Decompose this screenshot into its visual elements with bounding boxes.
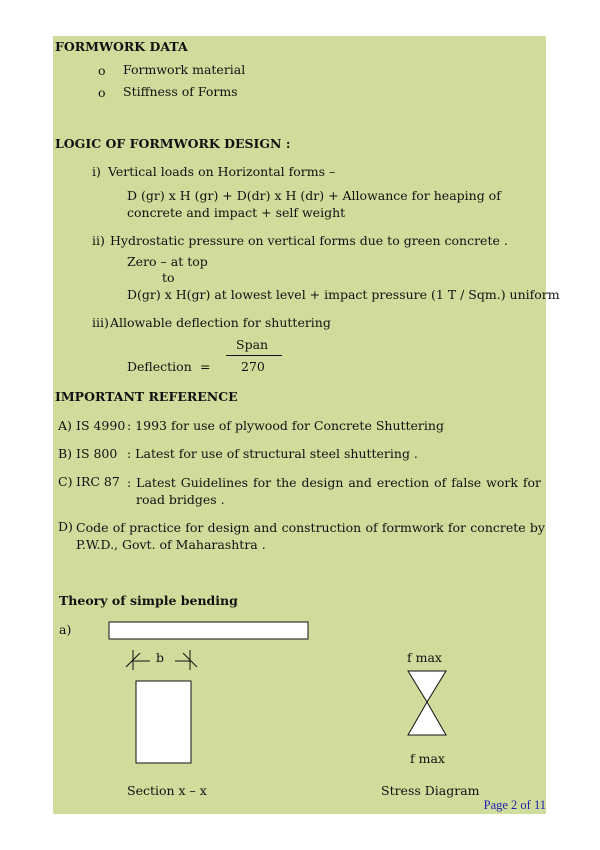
reference-code: IRC 87 [76, 474, 120, 489]
formwork-item: Stiffness of Forms [123, 84, 238, 99]
logic-item-label: i) [92, 164, 101, 179]
reference-text: Code of practice for design and construction of formwork for concrete by P.W.D., Govt. of Maharashtra . [76, 520, 545, 552]
pressure-line: D(gr) x H(gr) at lowest level + impact pressure (1 T / Sqm.) uniform [127, 287, 560, 302]
page-number: Page 2 of 11 [483, 798, 546, 812]
logic-item-label: iii) [92, 315, 109, 330]
reference-letter: D) [58, 519, 73, 534]
reference-letter: C) [58, 474, 73, 489]
logic-item-text: Vertical loads on Horizontal forms – [108, 164, 336, 179]
deflection-label: Deflection [127, 359, 192, 374]
equals-sign: = [200, 359, 211, 374]
fraction-numerator: Span [236, 337, 269, 352]
fmax-bottom-label: f max [410, 751, 445, 766]
reference-text-body: : Latest Guidelines for the design and erection of false work for road bridges . [127, 475, 541, 507]
reference-text: : Latest for use of structural steel shuttering . [127, 446, 418, 461]
bullet-icon: o [98, 85, 106, 100]
logic-heading: LOGIC OF FORMWORK DESIGN : [55, 136, 291, 151]
reference-text: : 1993 for use of plywood for Concrete Shuttering [127, 418, 444, 433]
reference-code: IS 800 [76, 446, 118, 461]
reference-code: IS 4990 [76, 418, 126, 433]
reference-letter: A) [58, 418, 72, 433]
stress-caption: Stress Diagram [381, 783, 480, 798]
section-rect [136, 681, 191, 763]
formwork-item: Formwork material [123, 62, 246, 77]
reference-letter: B) [58, 446, 73, 461]
vertical-load-formula: D (gr) x H (gr) + D(dr) x H (dr) + Allowance for heaping of concrete and impact + self weight [127, 188, 501, 220]
logic-item-text: Allowable deflection for shuttering [110, 315, 331, 330]
bullet-icon: o [98, 63, 106, 78]
figure-label: a) [59, 622, 72, 637]
section-caption: Section x – x [127, 783, 207, 798]
pressure-line: to [162, 270, 175, 285]
beam-rect [109, 622, 308, 639]
logic-item-text: Hydrostatic pressure on vertical forms due to green concrete . [110, 233, 508, 248]
stress-triangle-bottom [408, 702, 446, 735]
theory-heading: Theory of simple bending [59, 593, 238, 608]
logic-item-label: ii) [92, 233, 105, 248]
fmax-top-label: f max [407, 650, 442, 665]
fraction-denominator: 270 [241, 359, 265, 374]
formwork-data-heading: FORMWORK DATA [55, 39, 188, 54]
reference-heading: IMPORTANT REFERENCE [55, 389, 238, 404]
stress-triangle-top [408, 671, 446, 702]
pressure-line: Zero – at top [127, 254, 208, 269]
dimension-b-label: b [156, 650, 165, 665]
